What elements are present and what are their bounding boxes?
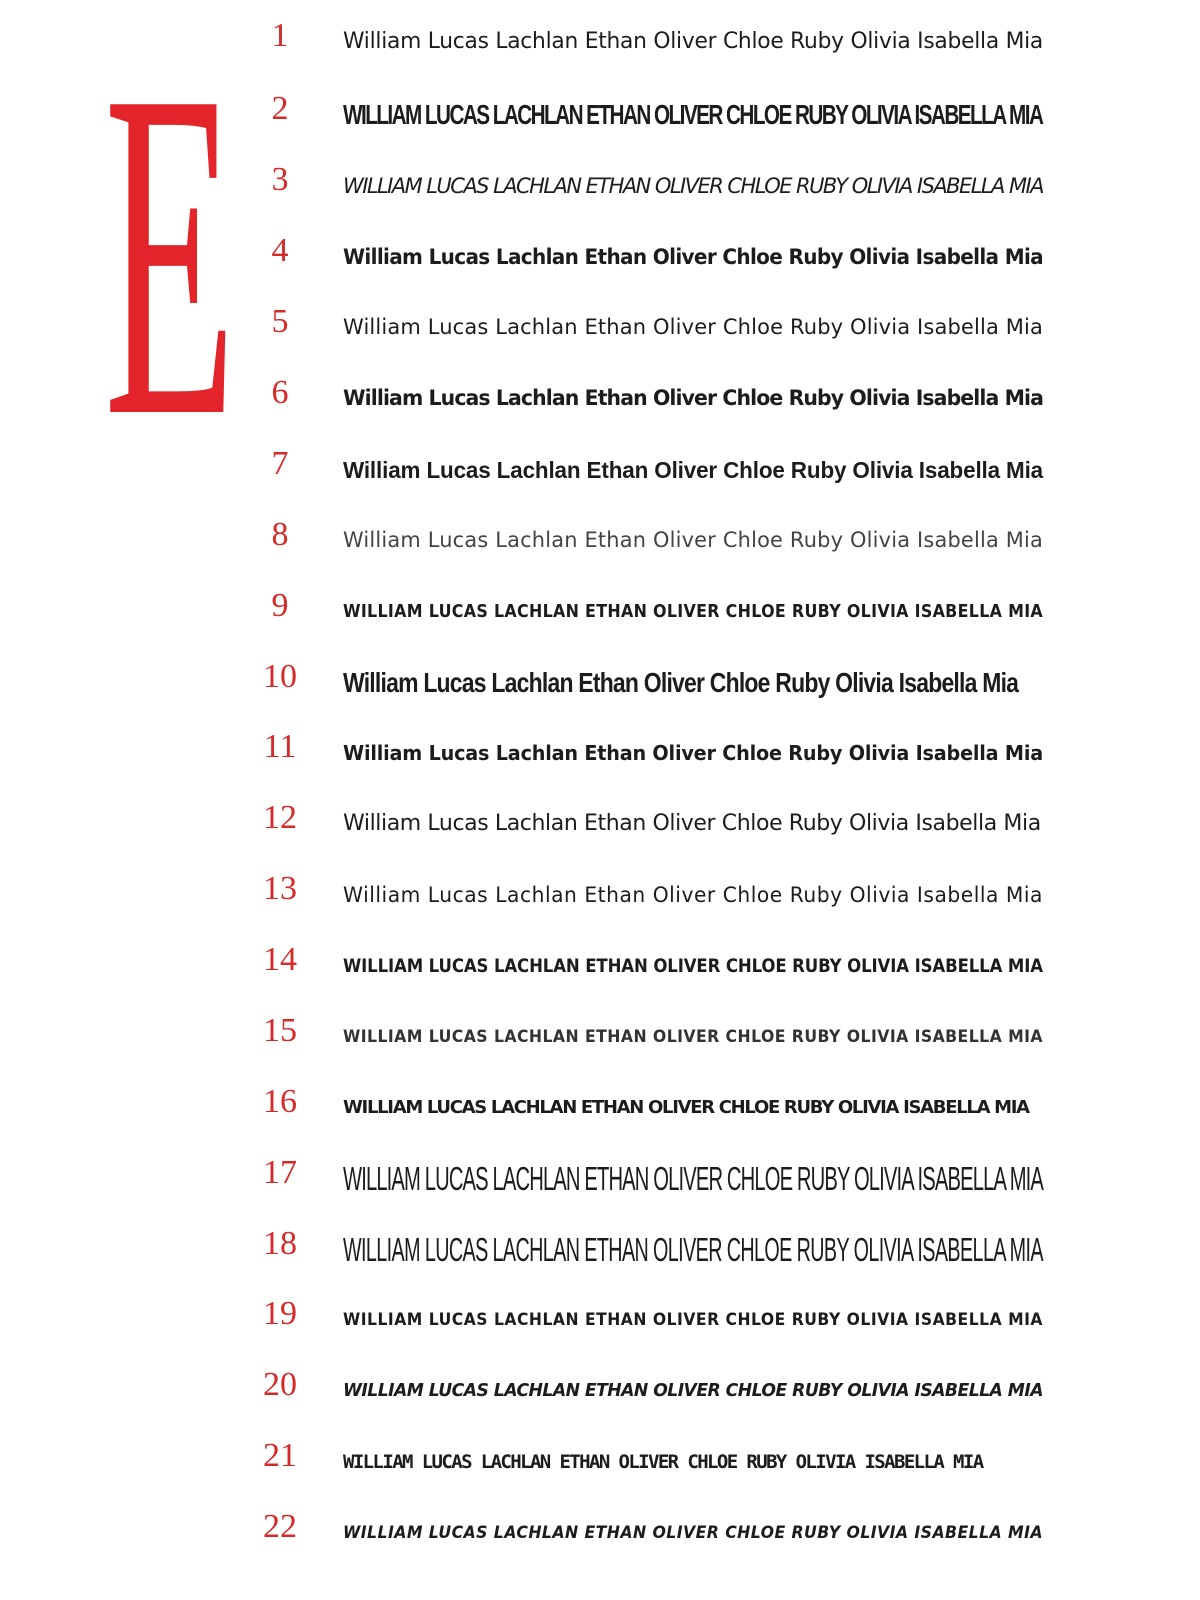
sample-number: 2 [271, 90, 289, 127]
font-sample-row [0, 870, 1200, 917]
sample-text: William Lucas Lachlan Ethan Oliver Chloe Ruby Olivia Isabella Mia [343, 811, 1041, 836]
font-sample-row [0, 1437, 1200, 1484]
sample-text: WILLIAM LUCAS LACHLAN ETHAN OLIVER CHLOE RUBY OLIVIA ISABELLA MIA [343, 99, 1043, 130]
sample-text: William Lucas Lachlan Ethan Oliver Chloe Ruby Olivia Isabella Mia [343, 29, 1044, 54]
sample-text: William Lucas Lachlan Ethan Oliver Chloe Ruby Olivia Isabella Mia [343, 883, 1043, 907]
font-sample-row [0, 161, 1200, 208]
sample-text: WILLIAM LUCAS LACHLAN ETHAN OLIVER CHLOE RUBY OLIVIA ISABELLA MIA [343, 1231, 1043, 1268]
sample-number: 1 [271, 17, 289, 54]
font-sample-row [0, 1295, 1200, 1342]
sample-number: 18 [263, 1225, 297, 1262]
font-sample-row [0, 1366, 1200, 1413]
sample-number: 17 [263, 1154, 297, 1191]
sample-text: WILLIAM LUCAS LACHLAN ETHAN OLIVER CHLOE RUBY OLIVIA ISABELLA MIA [343, 1310, 1043, 1330]
font-sample-row [0, 587, 1200, 634]
sample-number: 11 [263, 728, 297, 765]
font-sample-row [0, 445, 1200, 492]
sample-text: WILLIAM LUCAS LACHLAN ETHAN OLIVER CHLOE RUBY OLIVIA ISABELLA MIA [343, 1027, 1043, 1046]
font-sample-row [0, 799, 1200, 846]
sample-number: 10 [263, 658, 297, 695]
sample-number: 15 [263, 1012, 297, 1049]
sample-number: 3 [271, 161, 289, 198]
font-sample-row [0, 658, 1200, 705]
font-sample-row [0, 1225, 1200, 1272]
initial-letter: E [104, 0, 237, 514]
font-sample-row [0, 232, 1200, 279]
font-sample-row [0, 516, 1200, 563]
sample-text: WILLIAM LUCAS LACHLAN ETHAN OLIVER CHLOE RUBY OLIVIA ISABELLA MIA [343, 1160, 1044, 1197]
sample-text: William Lucas Lachlan Ethan Oliver Chloe Ruby Olivia Isabella Mia [343, 386, 1044, 411]
font-sample-row [0, 1508, 1200, 1555]
font-sample-row [0, 303, 1200, 350]
sample-text: William Lucas Lachlan Ethan Oliver Chloe Ruby Olivia Isabella Mia [343, 315, 1044, 340]
sample-number: 21 [263, 1437, 297, 1474]
sample-number: 13 [263, 870, 297, 907]
sample-number: 22 [263, 1508, 297, 1545]
font-sample-row [0, 90, 1200, 137]
sample-number: 9 [271, 587, 289, 624]
font-sample-row [0, 728, 1200, 775]
sample-number: 4 [271, 232, 289, 269]
sample-number: 7 [271, 445, 289, 482]
font-sample-row [0, 1083, 1200, 1130]
sample-text: WILLIAM LUCAS LACHLAN ETHAN OLIVER CHLOE RUBY OLIVIA ISABELLA MIA [343, 174, 1043, 198]
sample-number: 12 [263, 799, 297, 836]
font-sample-row [0, 1154, 1200, 1201]
sample-number: 20 [263, 1366, 297, 1403]
sample-text: WILLIAM LUCAS LACHLAN ETHAN OLIVER CHLOE RUBY OLIVIA ISABELLA MIA [343, 955, 1043, 977]
sample-text: William Lucas Lachlan Ethan Oliver Chloe Ruby Olivia Isabella Mia [343, 741, 1043, 765]
sample-text: WILLIAM LUCAS LACHLAN ETHAN OLIVER CHLOE RUBY OLIVIA ISABELLA MIA [343, 1523, 1043, 1543]
sample-number: 8 [271, 516, 289, 553]
sample-number: 6 [271, 374, 289, 411]
font-sample-row [0, 374, 1200, 421]
sample-number: 14 [263, 941, 297, 978]
sample-number: 16 [263, 1083, 297, 1120]
sample-text: WILLIAM LUCAS LACHLAN ETHAN OLIVER CHLOE RUBY OLIVIA ISABELLA MIA [343, 601, 1044, 622]
font-sample-row [0, 17, 1200, 64]
sample-text: William Lucas Lachlan Ethan Oliver Chloe Ruby Olivia Isabella Mia [343, 528, 1044, 553]
sample-text: William Lucas Lachlan Ethan Oliver Chloe Ruby Olivia Isabella Mia [343, 457, 1044, 483]
font-sample-row [0, 1012, 1200, 1059]
sample-text: WILLIAM LUCAS LACHLAN ETHAN OLIVER CHLOE RUBY OLIVIA ISABELLA MIA [343, 1097, 1029, 1118]
font-sample-row [0, 941, 1200, 988]
sample-text: WILLIAM LUCAS LACHLAN ETHAN OLIVER CHLOE RUBY OLIVIA ISABELLA MIA [343, 1381, 1043, 1401]
sample-text: WILLIAM LUCAS LACHLAN ETHAN OLIVER CHLOE RUBY OLIVIA ISABELLA MIA [343, 1451, 983, 1473]
sample-number: 19 [263, 1295, 297, 1332]
sample-text: William Lucas Lachlan Ethan Oliver Chloe Ruby Olivia Isabella Mia [343, 245, 1044, 269]
sample-text: William Lucas Lachlan Ethan Oliver Chloe Ruby Olivia Isabella Mia [343, 667, 1019, 698]
sample-number: 5 [271, 303, 289, 340]
